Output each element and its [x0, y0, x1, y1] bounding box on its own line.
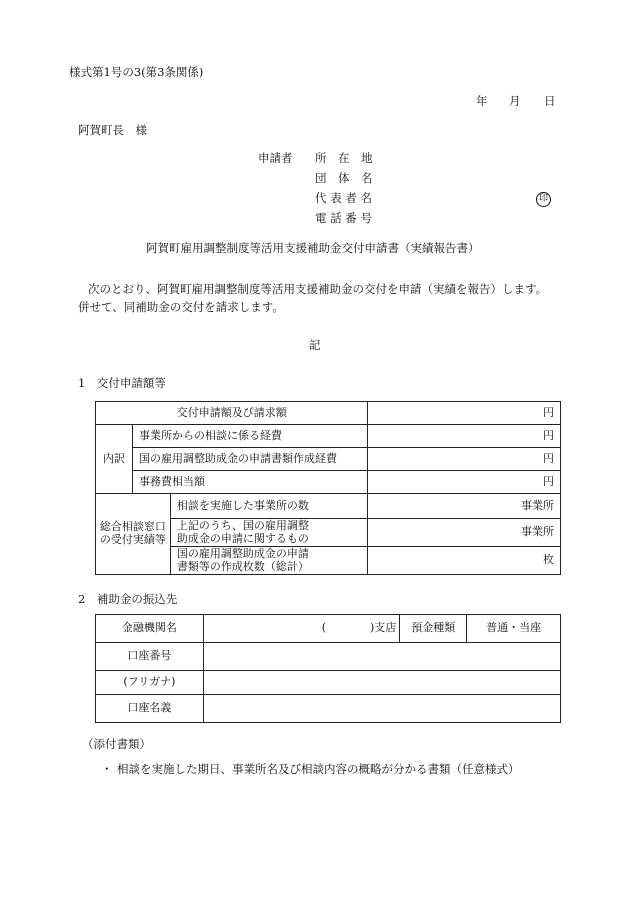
- table-row: [96, 643, 561, 671]
- breakdown-label: 内訳: [96, 425, 133, 494]
- furigana-field[interactable]: [203, 671, 560, 695]
- document-title: 阿賀町雇用調整制度等活用支援補助金交付申請書（実績報告書）: [146, 241, 480, 255]
- account-number-label: 口座番号: [96, 643, 204, 671]
- body-line-2: 併せて、同補助金の交付を請求します。: [78, 300, 284, 314]
- yen-unit: 円: [543, 405, 554, 419]
- bank-transfer-table: [95, 614, 561, 723]
- applicant-representative-label: 代 表 者 名: [315, 191, 372, 205]
- total-amount-cell[interactable]: [368, 402, 561, 425]
- body-line-1: 次のとおり、阿賀町雇用調整制度等活用支援補助金の交付を申請（実績を報告）します。: [88, 282, 548, 296]
- table-row: [96, 448, 561, 471]
- record-sheets-label: [170, 547, 368, 575]
- record-sheets-line2: 書類等の作成枚数（総計）: [176, 559, 309, 573]
- attachments-heading: （添付書類）: [82, 737, 151, 751]
- unit-sheets: 枚: [543, 553, 554, 567]
- item-consultation-amount[interactable]: [368, 425, 561, 448]
- table-row: [96, 471, 561, 494]
- item-consultation-cost: 事業所からの相談に係る経費: [132, 425, 367, 448]
- form-number: 様式第1号の3(第3条関係): [69, 65, 204, 79]
- branch-label: ( )支店: [321, 621, 397, 635]
- applicant-org-label: 団 体 名: [315, 171, 373, 185]
- table-row: [96, 671, 561, 695]
- furigana-label: (フリガナ): [96, 671, 204, 695]
- bank-name-label: 金融機関名: [96, 615, 204, 643]
- item-document-amount[interactable]: [368, 448, 561, 471]
- bullet-icon: ・: [101, 762, 113, 776]
- applicant-address-label: 所 在 地: [315, 151, 373, 165]
- table-row: [96, 695, 561, 723]
- record-consult-count-label: 相談を実施した事業所の数: [170, 494, 368, 519]
- table-row: [96, 425, 561, 448]
- record-subsidy-related-label: [170, 519, 368, 547]
- yen-unit: 円: [543, 451, 554, 465]
- total-amount-label: 交付申請額及び請求額: [96, 402, 368, 425]
- window-record-label-line2: の受付実績等: [99, 533, 166, 546]
- deposit-type-label: 預金種類: [400, 615, 467, 643]
- date-month: 月: [509, 94, 521, 108]
- record-subsidy-related-count[interactable]: [368, 519, 561, 547]
- record-consult-count[interactable]: [368, 494, 561, 519]
- record-subsidy-related-line2: 助成金の申請に関するもの: [176, 531, 309, 545]
- account-name-field[interactable]: [203, 695, 560, 723]
- section2-heading: 2 補助金の振込先: [78, 592, 178, 606]
- seal-mark: 印: [536, 192, 551, 207]
- table-row: [96, 494, 561, 519]
- date-day: 日: [544, 94, 556, 108]
- yen-unit: 円: [543, 474, 554, 488]
- record-subsidy-related-line1: 上記のうち、国の雇用調整: [176, 518, 309, 532]
- item-document-cost: 国の雇用調整助成金の申請書類作成経費: [132, 448, 367, 471]
- account-number-field[interactable]: [203, 643, 560, 671]
- application-amount-table: [95, 401, 561, 575]
- account-name-label: 口座名義: [96, 695, 204, 723]
- table-row: [96, 402, 561, 425]
- section1-heading: 1 交付申請額等: [78, 376, 166, 390]
- item-admin-cost: 事務費相当額: [132, 471, 367, 494]
- applicant-phone-label: 電 話 番 号: [315, 211, 372, 225]
- item-admin-amount[interactable]: [368, 471, 561, 494]
- yen-unit: 円: [543, 428, 554, 442]
- deposit-type-value[interactable]: 普通・当座: [467, 615, 561, 643]
- table-row: [96, 615, 561, 643]
- window-record-label-line1: 総合相談窓口: [99, 520, 166, 534]
- date-year: 年: [476, 94, 488, 108]
- addressee: 阿賀町長 様: [78, 123, 147, 137]
- ki-heading: 記: [309, 338, 321, 352]
- unit-office: 事業所: [521, 498, 554, 512]
- applicant-label: 申請者: [258, 151, 293, 165]
- window-record-label: [96, 494, 171, 575]
- record-sheets-line1: 国の雇用調整助成金の申請: [176, 546, 309, 560]
- record-sheets-count[interactable]: [368, 547, 561, 575]
- attachment-item: 相談を実施した期日、事業所名及び相談内容の概略が分かる書類（任意様式）: [117, 762, 520, 776]
- bank-branch-field[interactable]: [203, 615, 400, 643]
- unit-office: 事業所: [521, 525, 554, 539]
